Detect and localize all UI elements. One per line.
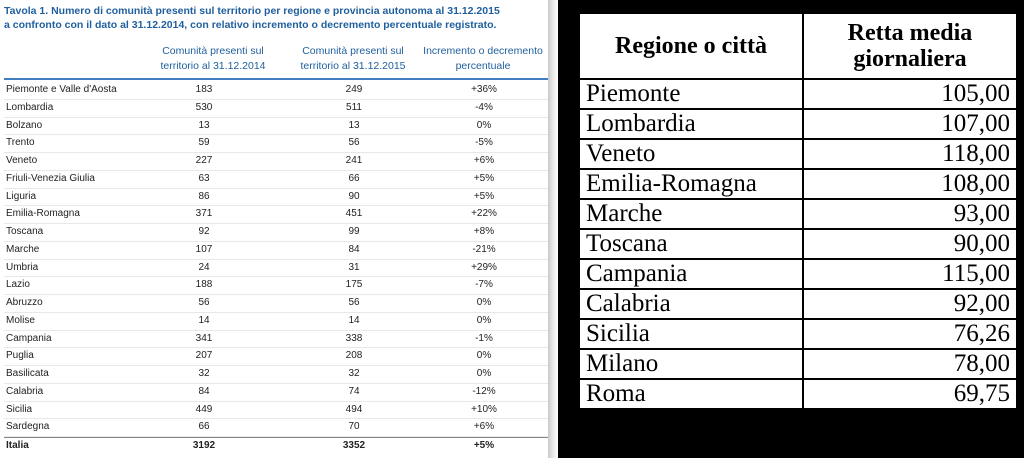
table-row [4,331,548,349]
percent-change-cell: +10% [471,403,497,415]
count-2015-cell: 249 [345,84,363,95]
percent-change-cell: +5% [473,440,495,451]
percent-change-cell: +29% [471,261,497,273]
table-row [4,384,548,402]
region-cell: Milano [579,349,803,379]
region-cell: Umbria [6,261,39,273]
title-line-2: a confronto con il dato al 31.12.2014, con relativo incremento o decremento percentuale registrato. [4,19,497,31]
table-row [579,169,1017,199]
percent-change-cell: -5% [475,137,493,149]
region-cell: Friuli-Venezia Giulia [6,172,95,184]
count-2014-cell: 207 [195,350,213,362]
header-region: Regione o città [579,13,803,79]
percent-change-cell: 0% [476,314,492,326]
percent-change-cell: 0% [476,119,492,131]
region-cell: Emilia-Romagna [579,169,803,199]
count-2014-cell: 183 [195,84,213,95]
count-2014-cell: 3192 [192,440,216,451]
daily-rate-cell: 90,00 [803,229,1017,259]
table-row [4,242,548,260]
count-2015-cell: 3352 [342,440,366,451]
count-2015-cell: 208 [345,350,363,362]
table-row [579,349,1017,379]
count-2015-cell: 494 [345,403,363,415]
header-2014: Comunità presenti sul territorio al 31.12.2014 [160,45,266,72]
percent-change-cell: -12% [472,385,496,397]
percent-change-cell: +22% [471,208,497,220]
count-2015-cell: 84 [348,243,360,255]
region-cell: Basilicata [6,368,49,379]
region-cell: Trento [6,137,35,149]
header-percent: Incremento o decremento percentuale [423,45,543,72]
daily-rate-cell: 76,26 [803,319,1017,349]
region-cell: Puglia [6,350,34,362]
region-cell: Emilia-Romagna [6,208,80,220]
percent-change-cell: +5% [473,190,495,202]
table-row [579,139,1017,169]
region-cell: Italia [6,440,29,451]
percent-change-cell: -7% [475,279,493,291]
region-cell: Sardegna [6,421,50,433]
count-2015-cell: 32 [348,368,360,379]
table-row [579,259,1017,289]
table-row [579,379,1017,409]
table-row [579,79,1017,109]
count-2014-cell: 530 [195,101,213,113]
region-cell: Toscana [579,229,803,259]
region-cell: Abruzzo [6,297,43,308]
header-divider [4,78,548,80]
count-2015-cell: 66 [348,172,360,184]
daily-rate-cell: 108,00 [803,169,1017,199]
count-2014-cell: 13 [198,119,210,131]
percent-change-cell: +5% [473,172,495,184]
count-2015-cell: 451 [345,208,363,220]
count-2014-cell: 341 [195,332,213,344]
percent-change-cell: 0% [476,368,492,379]
table-row [579,229,1017,259]
count-2014-cell: 32 [198,368,210,379]
table-row [4,366,548,384]
right-table-body [579,79,1017,409]
table-row [4,277,548,295]
region-cell: Piemonte e Valle d'Aosta [6,84,117,95]
header-rate [803,13,1017,79]
count-2015-cell: 70 [348,421,360,433]
region-cell: Piemonte [579,79,803,109]
daily-rate-cell: 115,00 [803,259,1017,289]
table-row [4,82,548,100]
region-cell: Toscana [6,226,44,237]
right-table [578,12,1018,410]
title-line-1: Tavola 1. Numero di comunità presenti sul territorio per regione e provincia autonoma al 31.12.2015 [4,5,500,17]
table-row [4,419,548,437]
table-row [579,319,1017,349]
total-row [4,437,548,455]
percent-change-cell: +8% [473,226,495,237]
table-row [579,199,1017,229]
region-cell: Marche [579,199,803,229]
region-cell: Campania [6,332,52,344]
table-row [4,295,548,313]
region-cell: Molise [6,314,35,326]
table-row [4,260,548,278]
daily-rate-cell: 93,00 [803,199,1017,229]
count-2014-cell: 92 [198,226,210,237]
header-2015: Comunità presenti sul territorio al 31.12.2015 [300,45,406,72]
count-2015-cell: 175 [345,279,363,291]
table-row [579,289,1017,319]
right-table-panel [558,0,1024,458]
table-row [4,224,548,242]
table-row [4,118,548,136]
daily-rate-cell: 118,00 [803,139,1017,169]
region-cell: Marche [6,243,40,255]
header-rate-line-2: giornaliera [853,46,967,72]
region-cell: Sicilia [579,319,803,349]
table-row [4,100,548,118]
table-row [4,206,548,224]
count-2014-cell: 86 [198,190,210,202]
header-rate-line-1: Retta media [847,20,973,46]
percent-change-cell: +36% [471,84,497,95]
count-2014-cell: 24 [198,261,210,273]
right-table-header-row [579,13,1017,79]
count-2015-cell: 99 [348,226,360,237]
count-2015-cell: 14 [348,314,360,326]
table-row [4,348,548,366]
panel-divider [548,0,558,458]
table-row [4,153,548,171]
count-2014-cell: 371 [195,208,213,220]
region-cell: Liguria [6,190,37,202]
percent-change-cell: 0% [476,297,492,308]
daily-rate-cell: 78,00 [803,349,1017,379]
count-2014-cell: 107 [195,243,213,255]
count-2014-cell: 449 [195,403,213,415]
table-row [4,402,548,420]
count-2014-cell: 59 [198,137,210,149]
table-row [4,189,548,207]
daily-rate-cell: 105,00 [803,79,1017,109]
count-2015-cell: 74 [348,385,360,397]
count-2014-cell: 63 [198,172,210,184]
region-cell: Lombardia [6,101,54,113]
percent-change-cell: -21% [472,243,496,255]
daily-rate-cell: 107,00 [803,109,1017,139]
daily-rate-cell: 69,75 [803,379,1017,409]
region-cell: Veneto [6,155,38,166]
table-row [4,135,548,153]
region-cell: Veneto [579,139,803,169]
count-2015-cell: 511 [346,101,362,113]
region-cell: Lombardia [579,109,803,139]
percent-change-cell: +6% [473,155,495,166]
count-2015-cell: 338 [345,332,363,344]
count-2014-cell: 84 [198,385,210,397]
table-row [4,171,548,189]
daily-rate-cell: 92,00 [803,289,1017,319]
count-2014-cell: 56 [198,297,210,308]
region-cell: Calabria [579,289,803,319]
region-cell: Calabria [6,385,44,397]
left-table-body [4,82,548,455]
count-2015-cell: 241 [345,155,363,166]
count-2014-cell: 66 [198,421,210,433]
table-row [4,313,548,331]
count-2014-cell: 227 [195,155,213,166]
left-table-title [4,4,544,32]
count-2015-cell: 56 [348,297,360,308]
count-2014-cell: 188 [195,279,213,291]
percent-change-cell: +6% [473,421,495,433]
percent-change-cell: 0% [476,350,492,362]
region-cell: Lazio [6,279,30,291]
region-cell: Sicilia [6,403,33,415]
count-2015-cell: 13 [348,119,360,131]
count-2015-cell: 90 [348,190,360,202]
percent-change-cell: -1% [475,332,493,344]
count-2015-cell: 31 [348,261,360,273]
region-cell: Roma [579,379,803,409]
table-row [579,109,1017,139]
region-cell: Bolzano [6,119,43,131]
region-cell: Campania [579,259,803,289]
count-2014-cell: 14 [198,314,210,326]
count-2015-cell: 56 [348,137,360,149]
percent-change-cell: -4% [475,101,493,113]
